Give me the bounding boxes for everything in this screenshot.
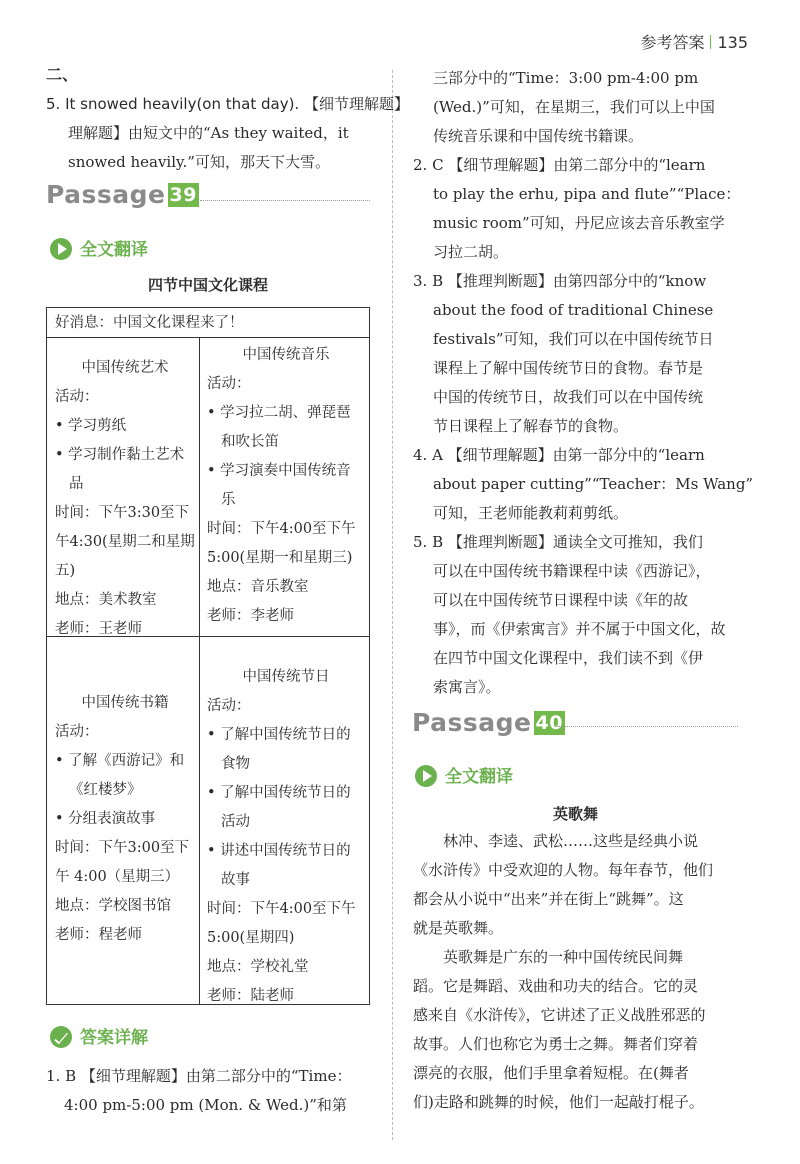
text-line: 可以在中国传统书籍课程中读《西游记》， (433, 562, 711, 580)
right-q5 (413, 528, 753, 702)
right-q2 (413, 151, 753, 267)
cell-activity-label: 活动： (55, 724, 99, 740)
right-q3 (413, 267, 753, 441)
text-line: 蹈。它是舞蹈、戏曲和功夫的结合。它的灵 (413, 977, 699, 995)
passage-40-heading (412, 708, 565, 737)
text-line: 索寓言》。 (433, 678, 501, 696)
text-line: 们)走路和跳舞的时候，他们一起敲打棍子。 (413, 1093, 704, 1111)
text-line: 漂亮的衣服，他们手里拿着短棍。在(舞者 (413, 1064, 689, 1082)
play-icon (415, 765, 437, 787)
cell-place: 地点：音乐教室 (207, 579, 309, 595)
header-separator (710, 35, 711, 49)
text-line: 节日课程上了解春节的食物。 (433, 417, 629, 435)
cell-time: 时间：下午4:00至下午5:00(星期四) (207, 901, 356, 946)
cell-time: 时间：下午4:00至下午5:00(星期一和星期三) (207, 521, 356, 566)
text-line: 2. C 【细节理解题】由第二部分中的“learn (413, 156, 706, 174)
answers-heading (50, 1023, 148, 1048)
cell-bullet: • 学习演奏中国传统音乐 (207, 457, 365, 515)
translation-heading-40 (415, 762, 513, 787)
text-line: 课程上了解中国传统节日的食物。春节是 (433, 359, 704, 377)
course-cell-festivals (207, 663, 365, 1011)
text-line: about paper cutting”“Teacher：Ms Wang” (433, 475, 754, 493)
text-line: about the food of traditional Chinese (433, 301, 714, 319)
page-header (640, 30, 748, 53)
table-vertical-rule (199, 338, 200, 1004)
course-cell-books (55, 689, 195, 950)
passage-40-rule (558, 726, 738, 727)
left-q5 (46, 90, 409, 177)
text-line: to play the erhu, pipa and flute”“Place： (433, 185, 741, 203)
text-line: 林冲、李逵、武松……这些是经典小说 (443, 832, 699, 850)
right-q4 (413, 441, 753, 528)
column-divider (392, 70, 393, 1140)
text-line: music room”可知，丹尼应该去音乐教室学 (433, 214, 725, 232)
left-q5-tag: 【细节理解题】 (303, 95, 409, 113)
cell-title: 中国传统节日 (242, 669, 330, 685)
cell-bullet: • 了解中国传统节日的食物 (207, 721, 365, 779)
cell-teacher: 老师：陆老师 (207, 988, 294, 1004)
section-label: 二、 (46, 65, 79, 84)
text-line: 三部分中的“Time：3:00 pm-4:00 pm (433, 69, 699, 87)
text-line: 中国的传统节日，故我们可以在中国传统 (433, 388, 704, 406)
left-q5-line3: snowed heavily.”可知，那天下大雪。 (68, 153, 330, 171)
right-q1-continued (413, 64, 753, 151)
passage-40-number: 40 (535, 712, 563, 734)
cell-teacher: 老师：程老师 (55, 927, 142, 943)
left-q1-line2: 4:00 pm-5:00 pm (Mon. & Wed.)”和第 (64, 1096, 347, 1114)
text-line: 感来自《水浒传》，它讲述了正义战胜邪恶的 (413, 1006, 706, 1024)
text-line: 可知，王老师能教莉莉剪纸。 (433, 504, 629, 522)
cell-bullet: • 学习制作黏土艺术品 (55, 441, 195, 499)
text-line: 传统音乐课和中国传统书籍课。 (433, 127, 644, 145)
text-line: 在四节中国文化课程中，我们读不到《伊 (433, 649, 704, 667)
left-q1 (46, 1062, 386, 1120)
text-line: 故事。人们也称它为勇士之舞。舞者们穿着 (413, 1035, 699, 1053)
text-line: 就是英歌舞。 (413, 919, 504, 937)
translation-heading-40-text: 全文翻译 (445, 767, 513, 787)
text-line: festivals”可知，我们可以在中国传统节日 (433, 330, 714, 348)
text-line: 英歌舞是广东的一种中国传统民间舞 (443, 948, 684, 966)
pencil-icon (50, 1026, 72, 1048)
cell-place: 地点：学校礼堂 (207, 959, 309, 975)
table-header: 好消息：中国文化课程来了！ (47, 308, 369, 338)
translation-heading-39 (50, 235, 148, 260)
course-title: 四节中国文化课程 (147, 276, 268, 294)
text-line: 5. B 【推理判断题】通读全文可推知，我们 (413, 533, 703, 551)
left-q5-line2: 理解题】由短文中的“As they waited，it (68, 124, 349, 142)
cell-activity-label: 活动： (55, 389, 99, 405)
cell-bullet: • 讲述中国传统节日的故事 (207, 837, 365, 895)
text-line: 4. A 【细节理解题】由第一部分中的“learn (413, 446, 705, 464)
header-title: 参考答案 (640, 33, 705, 52)
text-line: 3. B 【推理判断题】由第四部分中的“know (413, 272, 707, 290)
cell-place: 地点：学校图书馆 (55, 898, 171, 914)
cell-title: 中国传统艺术 (81, 360, 169, 376)
article-title: 英歌舞 (552, 805, 598, 823)
cell-bullet: • 学习剪纸 (55, 412, 195, 441)
article-paragraph-2 (413, 943, 753, 1117)
cell-teacher: 老师：李老师 (207, 608, 294, 624)
cell-activity-label: 活动： (207, 698, 251, 714)
text-line: 都会从小说中“出来”并在街上“跳舞”。这 (413, 890, 684, 908)
cell-bullet: • 学习拉二胡、弹琵琶和吹长笛 (207, 399, 365, 457)
cell-bullet: • 了解中国传统节日的活动 (207, 779, 365, 837)
course-cell-art (55, 354, 195, 644)
passage-39-number: 39 (169, 184, 197, 206)
text-line: 《水浒传》中受欢迎的人物。每年春节，他们 (413, 861, 714, 879)
passage-39-rule (200, 200, 370, 201)
answers-heading-text: 答案详解 (80, 1028, 148, 1048)
cell-title: 中国传统书籍 (81, 695, 169, 711)
text-line: (Wed.)”可知，在星期三，我们可以上中国 (433, 98, 715, 116)
passage-39-word: Passage (46, 180, 166, 209)
translation-heading-39-text: 全文翻译 (80, 240, 148, 260)
left-q1-line1: 1. B 【细节理解题】由第二部分中的“Time： (46, 1067, 352, 1085)
cell-bullet: • 分组表演故事 (55, 805, 195, 834)
passage-40-word: Passage (412, 708, 532, 737)
cell-teacher: 老师：王老师 (55, 621, 142, 637)
text-line: 事》，而《伊索寓言》并不属于中国文化，故 (433, 620, 726, 638)
text-line: 可以在中国传统节日课程中读《年的故 (433, 591, 689, 609)
course-table (46, 307, 370, 1005)
passage-39-heading (46, 180, 199, 209)
text-line: 习拉二胡。 (433, 243, 509, 261)
cell-place: 地点：美术教室 (55, 592, 157, 608)
cell-bullet: • 了解《西游记》和《红楼梦》 (55, 747, 195, 805)
cell-time: 时间：下午3:00至下午 4:00（星期三） (55, 840, 190, 885)
page-number: 135 (717, 33, 748, 52)
article-paragraph-1 (413, 827, 753, 943)
cell-activity-label: 活动： (207, 376, 251, 392)
cell-title: 中国传统音乐 (242, 347, 330, 363)
left-q5-prefix: 5. It snowed heavily(on that day). (46, 95, 300, 113)
play-icon (50, 238, 72, 260)
course-cell-music (207, 341, 365, 631)
cell-time: 时间：下午3:30至下午4:30(星期二和星期五) (55, 505, 195, 579)
